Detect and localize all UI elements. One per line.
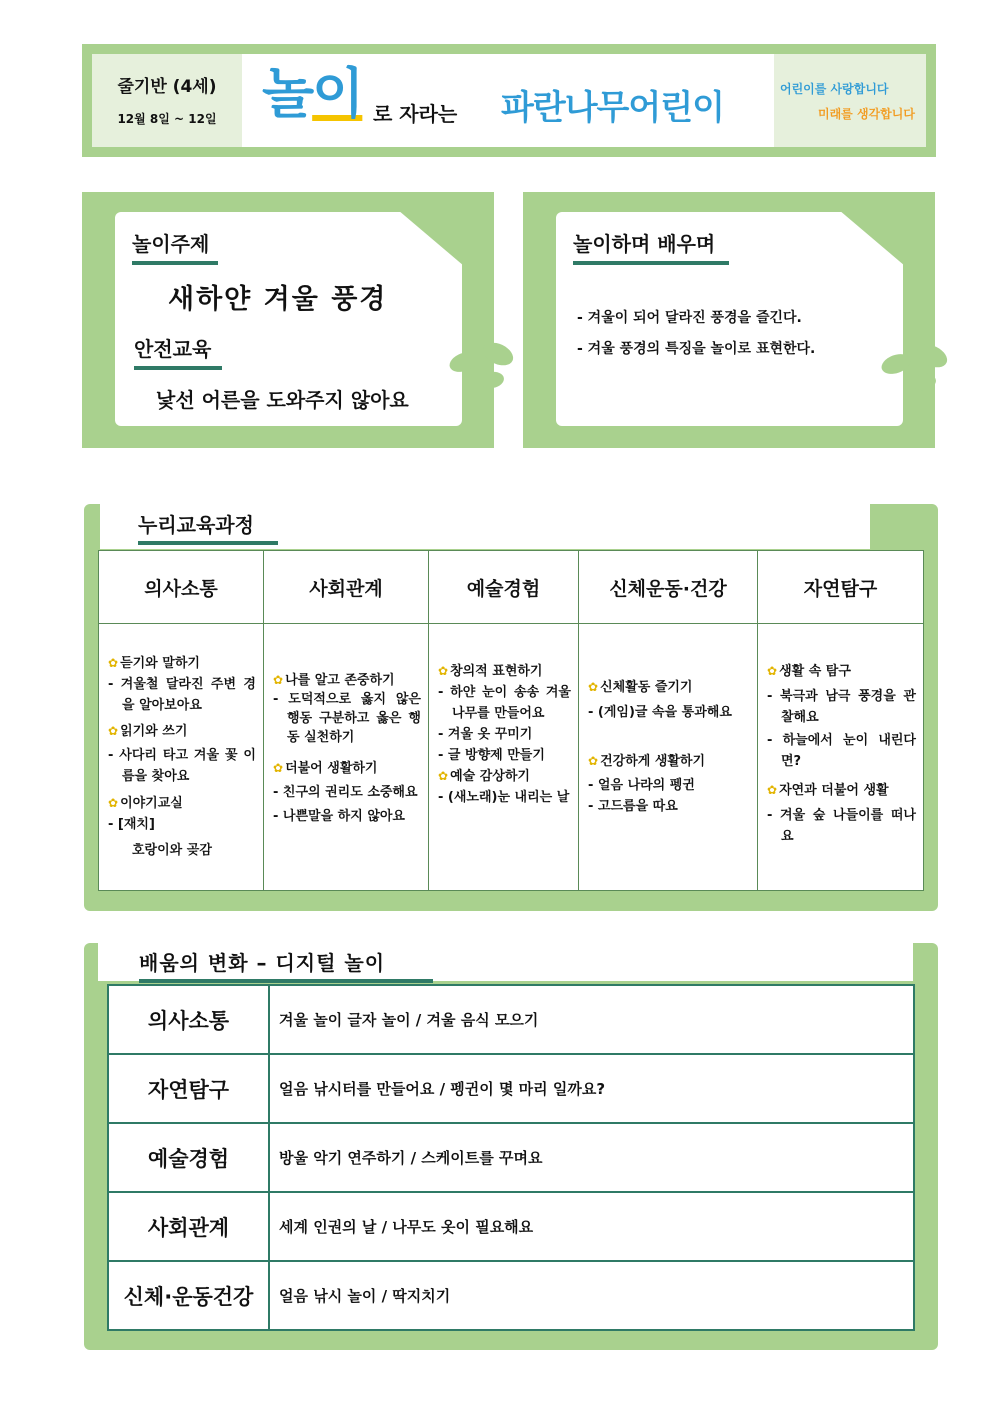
nuri-activity: - 글 방향제 만들기: [438, 748, 545, 763]
nuri-activity: - 사다리 타고 겨울 꽃 이름을 찾아요: [108, 748, 256, 784]
safety-title: 안전교육: [134, 333, 222, 370]
nuri-activity: 호랑이와 곶감: [132, 843, 212, 858]
flower-bullet-icon: ✿: [108, 796, 119, 810]
nuri-cell-social: [264, 624, 429, 891]
nuri-activity: - 하늘에서 눈이 내린다면?: [767, 733, 916, 769]
card-corner-fold: [839, 210, 905, 266]
nuri-subheading: 생활 속 탐구: [779, 664, 851, 679]
nuri-subheading: 자연과 더불어 생활: [779, 783, 889, 798]
digital-area: 사회관계: [108, 1192, 269, 1261]
nuri-activity: - 겨울 숲 나들이를 떠나요: [767, 808, 916, 844]
digital-content: 방울 악기 연주하기 / 스케이트를 꾸며요: [269, 1123, 914, 1192]
flower-bullet-icon: ✿: [438, 769, 449, 783]
digital-area: 의사소통: [108, 985, 269, 1054]
theme-title: 놀이주제: [132, 228, 218, 265]
nuri-subheading: 읽기와 쓰기: [120, 724, 188, 739]
theme-value: 새하얀 겨울 풍경: [168, 284, 388, 315]
nuri-subheading: 건강하게 생활하기: [600, 754, 706, 769]
slogan-panel: [774, 54, 926, 147]
card-corner-fold: [398, 210, 464, 266]
nuri-activity: - 하얀 눈이 송송 겨울나무를 만들어요: [438, 685, 571, 721]
nuri-header-nature: 자연탐구: [758, 551, 924, 624]
flower-bullet-icon: ✿: [273, 761, 284, 775]
safety-value: 낯선 어른을 도와주지 않아요: [156, 388, 409, 412]
nuri-activity: - 나쁜말을 하지 않아요: [273, 809, 405, 824]
logo-part1: 놀: [262, 62, 313, 125]
leaf-sprout-icon: [446, 340, 518, 394]
school-name: 파란나무어린이: [501, 88, 724, 128]
digital-area: 신체·운동건강: [108, 1261, 269, 1330]
nuri-header-row: [99, 551, 924, 624]
digital-content: 겨울 놀이 글자 놀이 / 겨울 음식 모으기: [269, 985, 914, 1054]
nuri-activity: - 고드름을 따요: [588, 799, 678, 814]
nuri-subheading: 예술 감상하기: [450, 769, 530, 784]
digital-content: 얼음 낚시터를 만들어요 / 펭귄이 몇 마리 일까요?: [269, 1054, 914, 1123]
flower-bullet-icon: ✿: [108, 724, 119, 738]
nuri-activity: - 도덕적으로 옳지 않은 행동 구분하고 옳은 행동 실천하기: [273, 692, 421, 745]
class-info-panel: [92, 54, 242, 147]
logo-mark: [262, 62, 362, 126]
nuri-cell-nature: [758, 624, 924, 891]
nuri-activity: - 겨울철 달라진 주변 경을 알아보아요: [108, 677, 256, 713]
flower-bullet-icon: ✿: [588, 680, 599, 694]
nuri-cell-communication: [99, 624, 264, 891]
digital-row: [108, 1192, 914, 1261]
flower-bullet-icon: ✿: [767, 664, 778, 678]
nuri-subheading: 이야기교실: [120, 796, 183, 811]
nuri-subheading: 창의적 표현하기: [450, 664, 543, 679]
nuri-activity: - 북극과 남극 풍경을 관찰해요: [767, 689, 916, 725]
nuri-cell-physical: [579, 624, 758, 891]
digital-row: [108, 985, 914, 1054]
digital-table: [107, 984, 915, 1331]
logo-part2: 이: [312, 62, 363, 125]
week-date: 12월 8일 ~ 12일: [117, 112, 217, 126]
nuri-header-communication: 의사소통: [99, 551, 264, 624]
learning-goals: [577, 303, 815, 365]
nuri-subheading: 듣기와 말하기: [120, 656, 200, 671]
learning-title: 놀이하며 배우며: [573, 228, 729, 265]
learning-goal: - 겨울이 되어 달라진 풍경을 즐긴다.: [577, 310, 802, 326]
learning-goal: - 겨울 풍경의 특징을 놀이로 표현한다.: [577, 341, 816, 357]
nuri-activity: - (게임)글 속을 통과해요: [588, 705, 732, 720]
digital-row: [108, 1123, 914, 1192]
flower-bullet-icon: ✿: [588, 754, 599, 768]
digital-row: [108, 1261, 914, 1330]
nuri-activity: - 친구의 권리도 소중해요: [273, 785, 418, 800]
nuri-activity: - [재치]: [108, 817, 155, 832]
slogan-future: 미래를 생각합니다: [818, 107, 915, 121]
flower-bullet-icon: ✿: [438, 664, 449, 678]
nuri-subheading: 나를 알고 존중하기: [285, 673, 395, 688]
nuri-cell-arts: [429, 624, 579, 891]
flower-bullet-icon: ✿: [273, 673, 284, 687]
nuri-title: 누리교육과정: [138, 509, 278, 545]
nuri-activity: - (새노래)눈 내리는 날: [438, 790, 570, 805]
nuri-header-social: 사회관계: [264, 551, 429, 624]
digital-content: 세계 인권의 날 / 나무도 옷이 필요해요: [269, 1192, 914, 1261]
tagline-small: 로 자라는: [373, 102, 458, 126]
nuri-header-arts: 예술경험: [429, 551, 579, 624]
slogan-love: 어린이를 사랑합니다: [780, 82, 889, 96]
digital-area: 자연탐구: [108, 1054, 269, 1123]
nuri-activity: - 얼음 나라의 펭귄: [588, 778, 695, 793]
digital-content: 얼음 낚시 놀이 / 딱지치기: [269, 1261, 914, 1330]
digital-area: 예술경험: [108, 1123, 269, 1192]
nuri-table: [98, 550, 924, 891]
nuri-subheading: 더불어 생활하기: [285, 761, 378, 776]
digital-title: 배움의 변화 – 디지털 놀이: [139, 947, 433, 983]
leaf-sprout-icon: [878, 342, 958, 396]
nuri-activity: - 겨울 옷 꾸미기: [438, 727, 533, 742]
class-name: 줄기반 (4세): [117, 77, 217, 97]
nuri-subheading: 신체활동 즐기기: [600, 680, 693, 695]
nuri-content-row: [99, 624, 924, 891]
flower-bullet-icon: ✿: [767, 783, 778, 797]
nuri-header-physical: 신체운동·건강: [579, 551, 758, 624]
digital-row: [108, 1054, 914, 1123]
flower-bullet-icon: ✿: [108, 656, 119, 670]
